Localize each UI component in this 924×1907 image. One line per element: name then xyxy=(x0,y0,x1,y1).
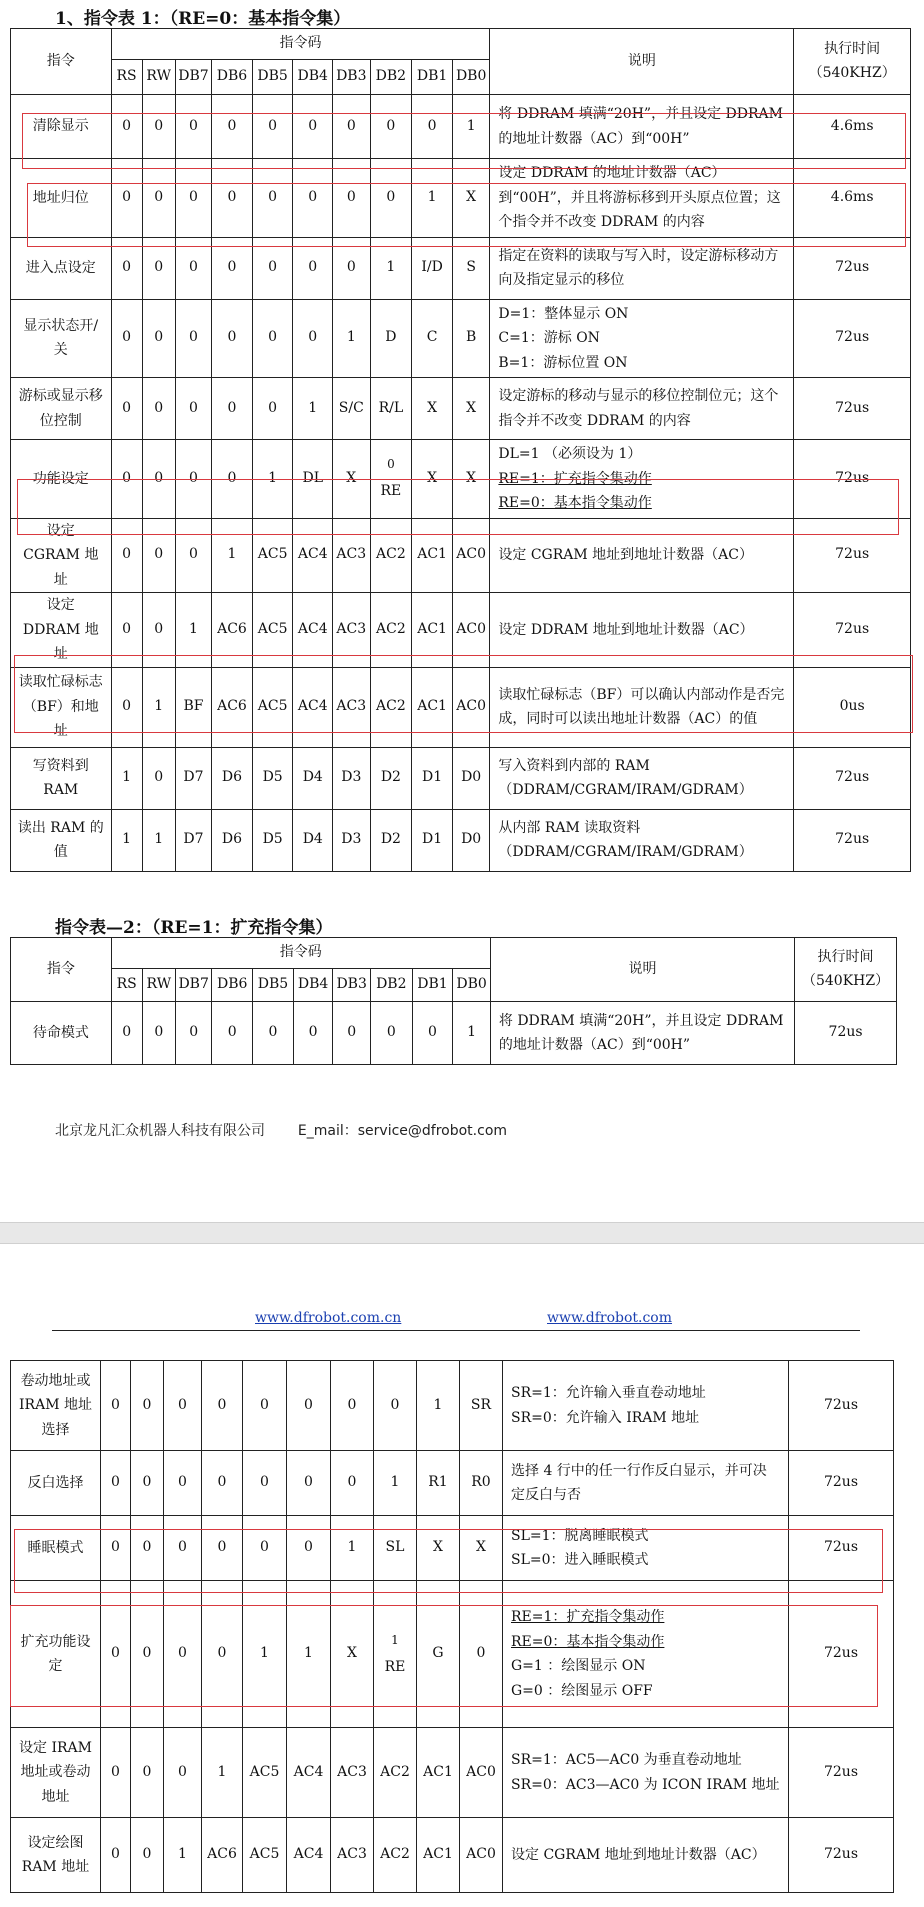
bit-cell: G xyxy=(417,1581,460,1728)
bit-cell: 0 xyxy=(412,1002,453,1065)
bit-cell: X xyxy=(412,378,453,440)
bit-cell: AC0 xyxy=(460,1818,503,1893)
bit-cell: X xyxy=(452,378,489,440)
header-desc: 说明 xyxy=(490,938,794,1002)
bit-cell: I/D xyxy=(412,237,453,299)
header-desc: 说明 xyxy=(490,29,794,95)
bit-cell: 1 xyxy=(175,593,211,668)
bit-cell: AC3 xyxy=(333,593,370,668)
bit-cell: 1 xyxy=(452,95,489,159)
bit-cell: X xyxy=(412,440,453,519)
bit-cell: X xyxy=(460,1516,503,1581)
bit-cell: 0 xyxy=(293,159,333,238)
bit-cell: 0 xyxy=(142,299,175,378)
table-row xyxy=(11,1516,894,1581)
bit-cell: 0 xyxy=(287,1451,331,1516)
table-row xyxy=(11,237,911,299)
cmd-cell: 反白选择 xyxy=(11,1451,101,1516)
bit-cell: AC4 xyxy=(287,1818,331,1893)
bit-cell: X xyxy=(417,1516,460,1581)
desc-cell: 设定 DDRAM 的地址计数器（AC）到“00H”，并且将游标移到开头原点位置；这个指令并不改变 DDRAM 的内容 xyxy=(490,159,794,238)
bit-cell: 0 xyxy=(252,159,293,238)
bit-cell: 0 xyxy=(412,95,453,159)
bit-cell: R/L xyxy=(370,378,412,440)
time-cell: 72us xyxy=(789,1818,894,1893)
bit-cell: AC4 xyxy=(287,1728,331,1818)
bit-cell: AC2 xyxy=(370,593,412,668)
bit-cell: AC1 xyxy=(417,1818,460,1893)
bit-cell: 0 xyxy=(252,378,293,440)
desc-cell: 设定 DDRAM 地址到地址计数器（AC） xyxy=(490,593,794,668)
bit-cell: 1 xyxy=(417,1361,460,1451)
bit-cell: 0 xyxy=(212,378,253,440)
bit-cell: 0 xyxy=(333,237,370,299)
bit-cell: 0 xyxy=(111,593,142,668)
time-cell: 72us xyxy=(794,378,911,440)
bit-cell: 0 xyxy=(175,95,211,159)
bit-cell: D5 xyxy=(252,747,293,809)
time-cell: 72us xyxy=(789,1728,894,1818)
header-time: 执行时间 （540KHZ） xyxy=(794,29,911,95)
bit-cell: SL xyxy=(374,1516,417,1581)
cmd-cell: 显示状态开/关 xyxy=(11,299,112,378)
bit-header: DB5 xyxy=(253,969,294,1002)
bit-cell: 0 xyxy=(202,1361,243,1451)
bit-cell: AC0 xyxy=(452,667,489,747)
bit-cell: AC1 xyxy=(412,593,453,668)
bit-cell: 0 xyxy=(175,518,211,593)
time-cell: 72us xyxy=(794,747,911,809)
bit-cell: 0 xyxy=(202,1516,243,1581)
bit-cell: AC3 xyxy=(333,667,370,747)
bit-cell: 0 xyxy=(131,1361,164,1451)
bit-cell: AC2 xyxy=(370,518,412,593)
bit-cell: 1 xyxy=(412,159,453,238)
bit-cell: 0 xyxy=(243,1516,287,1581)
bit-cell: 0 xyxy=(212,1002,253,1065)
bit-cell: 0 xyxy=(370,159,412,238)
bit-cell: 0 xyxy=(164,1451,202,1516)
bit-header: DB6 xyxy=(212,969,253,1002)
footer-company: 北京龙凡汇众机器人科技有限公司 xyxy=(55,1123,265,1139)
table-row xyxy=(11,747,911,809)
time-cell: 72us xyxy=(789,1361,894,1451)
desc-cell: 指定在资料的读取与写入时，设定游标移动方向及指定显示的移位 xyxy=(490,237,794,299)
bit-cell: 0 xyxy=(111,159,142,238)
bit-cell: AC4 xyxy=(293,518,333,593)
bit-header: DB4 xyxy=(293,969,333,1002)
bit-cell: 0 xyxy=(175,299,211,378)
bit-header: DB7 xyxy=(175,60,211,95)
cmd-cell: 睡眠模式 xyxy=(11,1516,101,1581)
table-row xyxy=(11,1818,894,1893)
time-cell: 72us xyxy=(794,237,911,299)
header-rule xyxy=(52,1330,860,1331)
cmd-cell: 进入点设定 xyxy=(11,237,112,299)
bit-cell: AC5 xyxy=(243,1818,287,1893)
time-cell: 72us xyxy=(794,518,911,593)
link-dfrobot-com[interactable]: www.dfrobot.com xyxy=(547,1310,673,1326)
header-code: 指令码 xyxy=(111,938,490,969)
bit-cell: 0 xyxy=(252,95,293,159)
bit-cell: 0 xyxy=(142,159,175,238)
cmd-cell: 功能设定 xyxy=(11,440,112,519)
bit-cell: 0 xyxy=(333,1002,370,1065)
bit-header: RS xyxy=(111,969,142,1002)
bit-cell: 0 xyxy=(142,237,175,299)
time-cell: 72us xyxy=(795,1002,897,1065)
bit-cell: 0 RE xyxy=(370,440,412,519)
bit-header: DB0 xyxy=(453,969,491,1002)
bit-cell: 1 xyxy=(252,440,293,519)
bit-cell: AC6 xyxy=(212,667,253,747)
bit-header: DB3 xyxy=(333,60,370,95)
table-row xyxy=(11,518,911,593)
desc-cell: 选择 4 行中的任一行作反白显示，并可决定反白与否 xyxy=(503,1451,789,1516)
bit-cell: 1 xyxy=(164,1818,202,1893)
bit-cell: D2 xyxy=(370,809,412,871)
bit-cell: 0 xyxy=(331,1361,374,1451)
bit-cell: D4 xyxy=(293,809,333,871)
cmd-cell: 卷动地址或 IRAM 地址选择 xyxy=(11,1361,101,1451)
bit-cell: AC2 xyxy=(374,1728,417,1818)
bit-cell: AC0 xyxy=(452,593,489,668)
time-cell: 72us xyxy=(794,593,911,668)
header-cmd: 指令 xyxy=(11,938,112,1002)
time-cell: 4.6ms xyxy=(794,159,911,238)
bit-cell: D2 xyxy=(370,747,412,809)
table-row xyxy=(11,299,911,378)
bit-cell: AC4 xyxy=(293,593,333,668)
bit-cell: 0 xyxy=(333,95,370,159)
bit-cell: 1 xyxy=(212,518,253,593)
bit-header: DB2 xyxy=(370,969,412,1002)
bit-cell: 0 xyxy=(131,1451,164,1516)
table-row xyxy=(11,440,911,519)
bit-cell: 0 xyxy=(370,95,412,159)
bit-cell: X xyxy=(452,440,489,519)
desc-cell: SL=1：脱离睡眠模式 SL=0：进入睡眠模式 xyxy=(503,1516,789,1581)
instruction-table-2 xyxy=(10,937,897,1065)
bit-cell: AC3 xyxy=(331,1728,374,1818)
bit-cell: 0 xyxy=(252,237,293,299)
table-row xyxy=(11,159,911,238)
page-break xyxy=(0,1222,924,1244)
bit-cell: 0 xyxy=(101,1818,131,1893)
bit-cell: D7 xyxy=(175,747,211,809)
table-row xyxy=(11,1002,897,1065)
cmd-cell: 扩充功能设定 xyxy=(11,1581,101,1728)
cmd-cell: 设定 DDRAM 地址 xyxy=(11,593,112,668)
footer xyxy=(55,1120,507,1140)
bit-cell: 0 xyxy=(111,378,142,440)
desc-cell: DL=1 （必须设为 1） RE=1：扩充指令集动作 RE=0：基本指令集动作 xyxy=(490,440,794,519)
bit-cell: 0 xyxy=(212,159,253,238)
bit-cell: 1 xyxy=(287,1581,331,1728)
bit-cell: 0 xyxy=(293,299,333,378)
cmd-cell: 设定 IRAM 地址或卷动地址 xyxy=(11,1728,101,1818)
bit-cell: 1 xyxy=(331,1516,374,1581)
bit-cell: 0 xyxy=(287,1361,331,1451)
header-code: 指令码 xyxy=(111,29,490,60)
time-cell: 72us xyxy=(794,809,911,871)
desc-cell: 读取忙碌标志（BF）可以确认内部动作是否完成，同时可以读出地址计数器（AC）的值 xyxy=(490,667,794,747)
bit-cell: 0 xyxy=(243,1361,287,1451)
table-row xyxy=(11,1581,894,1728)
bit-cell: 0 xyxy=(142,440,175,519)
bit-cell: D5 xyxy=(252,809,293,871)
cmd-cell: 设定绘图 RAM 地址 xyxy=(11,1818,101,1893)
bit-cell: AC5 xyxy=(252,518,293,593)
bit-cell: C xyxy=(412,299,453,378)
table-row xyxy=(11,378,911,440)
bit-cell: AC0 xyxy=(452,518,489,593)
bit-cell: AC2 xyxy=(374,1818,417,1893)
desc-cell: 将 DDRAM 填满“20H”，并且设定 DDRAM 的地址计数器（AC）到“00H” xyxy=(490,1002,794,1065)
bit-cell: 0 xyxy=(370,1002,412,1065)
bit-cell: 0 xyxy=(175,237,211,299)
bit-cell: R1 xyxy=(417,1451,460,1516)
table-row xyxy=(11,95,911,159)
bit-cell: D7 xyxy=(175,809,211,871)
table-row xyxy=(11,1728,894,1818)
desc-cell: D=1：整体显示 ON C=1：游标 ON B=1：游标位置 ON xyxy=(490,299,794,378)
bit-cell: 0 xyxy=(111,237,142,299)
bit-header: DB6 xyxy=(212,60,253,95)
bit-cell: 0 xyxy=(101,1581,131,1728)
bit-cell: SR xyxy=(460,1361,503,1451)
bit-cell: 0 xyxy=(142,378,175,440)
cmd-cell: 游标或显示移位控制 xyxy=(11,378,112,440)
desc-cell: 设定游标的移动与显示的移位控制位元；这个指令并不改变 DDRAM 的内容 xyxy=(490,378,794,440)
bit-cell: D0 xyxy=(452,809,489,871)
bit-cell: S/C xyxy=(333,378,370,440)
bit-cell: AC2 xyxy=(370,667,412,747)
bit-cell: 0 xyxy=(287,1516,331,1581)
bit-cell: 1 xyxy=(370,237,412,299)
bit-cell: D0 xyxy=(452,747,489,809)
bit-cell: 0 xyxy=(164,1516,202,1581)
bit-cell: 0 xyxy=(333,159,370,238)
bit-cell: 0 xyxy=(175,159,211,238)
time-cell: 0us xyxy=(794,667,911,747)
cmd-cell: 读取忙碌标志（BF）和地址 xyxy=(11,667,112,747)
bit-cell: 0 xyxy=(164,1728,202,1818)
bit-cell: X xyxy=(333,440,370,519)
bit-cell: AC6 xyxy=(202,1818,243,1893)
bit-cell: D6 xyxy=(212,809,253,871)
bit-cell: 0 xyxy=(212,95,253,159)
bit-cell: BF xyxy=(175,667,211,747)
bit-cell: 0 xyxy=(460,1581,503,1728)
cmd-cell: 待命模式 xyxy=(11,1002,112,1065)
desc-cell: 设定 CGRAM 地址到地址计数器（AC） xyxy=(490,518,794,593)
bit-header: DB0 xyxy=(452,60,489,95)
bit-cell: 0 xyxy=(212,299,253,378)
table-row xyxy=(11,593,911,668)
table1-title: 1、指令表 1：（RE=0：基本指令集） xyxy=(55,9,351,29)
bit-cell: D1 xyxy=(412,747,453,809)
bit-cell: D4 xyxy=(293,747,333,809)
bit-cell: 0 xyxy=(293,1002,333,1065)
time-cell: 72us xyxy=(789,1581,894,1728)
bit-cell: AC0 xyxy=(460,1728,503,1818)
bit-cell: X xyxy=(331,1581,374,1728)
bit-cell: 0 xyxy=(142,95,175,159)
time-cell: 72us xyxy=(794,299,911,378)
bit-cell: D3 xyxy=(333,747,370,809)
footer-email: E_mail：service@dfrobot.com xyxy=(297,1123,508,1139)
cmd-cell: 设定 CGRAM 地址 xyxy=(11,518,112,593)
bit-header: DB5 xyxy=(252,60,293,95)
desc-cell: RE=1：扩充指令集动作 RE=0：基本指令集动作 G=1 ：绘图显示 ON G=0 ：绘图显示 OFF xyxy=(503,1581,789,1728)
bit-cell: AC1 xyxy=(412,667,453,747)
bit-cell: AC3 xyxy=(333,518,370,593)
header-cmd: 指令 xyxy=(11,29,112,95)
bit-cell: 1 xyxy=(111,809,142,871)
cmd-cell: 写资料到 RAM xyxy=(11,747,112,809)
desc-cell: 将 DDRAM 填满“20H”，并且设定 DDRAM 的地址计数器（AC）到“00H” xyxy=(490,95,794,159)
bit-cell: AC4 xyxy=(293,667,333,747)
bit-cell: 0 xyxy=(111,1002,142,1065)
bit-cell: 0 xyxy=(202,1581,243,1728)
bit-cell: 0 xyxy=(175,440,211,519)
bit-cell: 0 xyxy=(111,667,142,747)
bit-cell: 0 xyxy=(111,95,142,159)
bit-cell: 0 xyxy=(142,747,175,809)
bit-cell: D6 xyxy=(212,747,253,809)
bit-cell: AC5 xyxy=(252,667,293,747)
bit-header: RS xyxy=(111,60,142,95)
time-cell: 4.6ms xyxy=(794,95,911,159)
bit-cell: AC3 xyxy=(331,1818,374,1893)
desc-cell: 设定 CGRAM 地址到地址计数器（AC） xyxy=(503,1818,789,1893)
bit-cell: 0 xyxy=(101,1361,131,1451)
bit-cell: 0 xyxy=(164,1581,202,1728)
cmd-cell: 读出 RAM 的值 xyxy=(11,809,112,871)
bit-cell: AC5 xyxy=(252,593,293,668)
instruction-table-3 xyxy=(10,1360,894,1893)
bit-cell: D3 xyxy=(333,809,370,871)
bit-cell: 0 xyxy=(111,299,142,378)
bit-cell: 0 xyxy=(131,1818,164,1893)
bit-cell: 1 xyxy=(202,1728,243,1818)
bit-cell: 0 xyxy=(175,1002,211,1065)
cmd-cell: 地址归位 xyxy=(11,159,112,238)
bit-header: RW xyxy=(142,60,175,95)
cmd-cell: 清除显示 xyxy=(11,95,112,159)
bit-cell: 1 xyxy=(374,1451,417,1516)
table-row xyxy=(11,667,911,747)
bit-cell: AC1 xyxy=(412,518,453,593)
bit-cell: DL xyxy=(293,440,333,519)
bit-cell: 0 xyxy=(374,1361,417,1451)
table-row xyxy=(11,1361,894,1451)
header-time: 执行时间 （540KHZ） xyxy=(795,938,897,1002)
bit-header: DB2 xyxy=(370,60,412,95)
bit-cell: 0 xyxy=(253,1002,294,1065)
bit-cell: 1 xyxy=(333,299,370,378)
time-cell: 72us xyxy=(789,1451,894,1516)
bit-header: DB1 xyxy=(412,969,453,1002)
bit-cell: AC6 xyxy=(212,593,253,668)
bit-cell: 0 xyxy=(131,1516,164,1581)
bit-cell: 0 xyxy=(331,1451,374,1516)
instruction-table-1 xyxy=(10,28,911,872)
time-cell: 72us xyxy=(789,1516,894,1581)
bit-cell: 1 RE xyxy=(374,1581,417,1728)
bit-cell: 1 xyxy=(142,667,175,747)
bit-cell: D1 xyxy=(412,809,453,871)
bit-cell: 0 xyxy=(131,1728,164,1818)
bit-header: RW xyxy=(142,969,175,1002)
bit-cell: 0 xyxy=(252,299,293,378)
time-cell: 72us xyxy=(794,440,911,519)
link-dfrobot-cn[interactable]: www.dfrobot.com.cn xyxy=(255,1310,402,1326)
bit-cell: 1 xyxy=(453,1002,491,1065)
bit-cell: AC5 xyxy=(243,1728,287,1818)
bit-cell: 1 xyxy=(111,747,142,809)
bit-cell: 0 xyxy=(212,440,253,519)
bit-cell: 0 xyxy=(175,378,211,440)
bit-cell: X xyxy=(452,159,489,238)
bit-cell: 0 xyxy=(111,440,142,519)
bit-cell: 0 xyxy=(142,518,175,593)
desc-cell: SR=1：允许输入垂直卷动地址 SR=0：允许输入 IRAM 地址 xyxy=(503,1361,789,1451)
bit-cell: 0 xyxy=(202,1451,243,1516)
bit-cell: 0 xyxy=(101,1516,131,1581)
bit-cell: AC1 xyxy=(417,1728,460,1818)
bit-cell: 1 xyxy=(243,1581,287,1728)
bit-cell: 0 xyxy=(131,1581,164,1728)
table-row xyxy=(11,809,911,871)
bit-header: DB1 xyxy=(412,60,453,95)
bit-header: DB3 xyxy=(333,969,370,1002)
bit-cell: D xyxy=(370,299,412,378)
bit-header: DB4 xyxy=(293,60,333,95)
table2-title: 指令表—2：（RE=1：扩充指令集） xyxy=(55,918,333,938)
bit-cell: 0 xyxy=(293,95,333,159)
bit-cell: 0 xyxy=(243,1451,287,1516)
desc-cell: SR=1：AC5—AC0 为垂直卷动地址 SR=0：AC3—AC0 为 ICON IRAM 地址 xyxy=(503,1728,789,1818)
bit-cell: 0 xyxy=(142,1002,175,1065)
desc-cell: 从内部 RAM 读取资料（DDRAM/CGRAM/IRAM/GDRAM） xyxy=(490,809,794,871)
bit-cell: 0 xyxy=(101,1728,131,1818)
bit-cell: 0 xyxy=(212,237,253,299)
table-row xyxy=(11,1451,894,1516)
bit-cell: 0 xyxy=(164,1361,202,1451)
bit-cell: 1 xyxy=(142,809,175,871)
bit-cell: S xyxy=(452,237,489,299)
bit-cell: R0 xyxy=(460,1451,503,1516)
bit-cell: 1 xyxy=(293,378,333,440)
bit-cell: B xyxy=(452,299,489,378)
bit-cell: 0 xyxy=(293,237,333,299)
desc-cell: 写入资料到内部的 RAM（DDRAM/CGRAM/IRAM/GDRAM） xyxy=(490,747,794,809)
bit-cell: 0 xyxy=(111,518,142,593)
bit-cell: 0 xyxy=(142,593,175,668)
bit-cell: 0 xyxy=(101,1451,131,1516)
bit-header: DB7 xyxy=(175,969,211,1002)
